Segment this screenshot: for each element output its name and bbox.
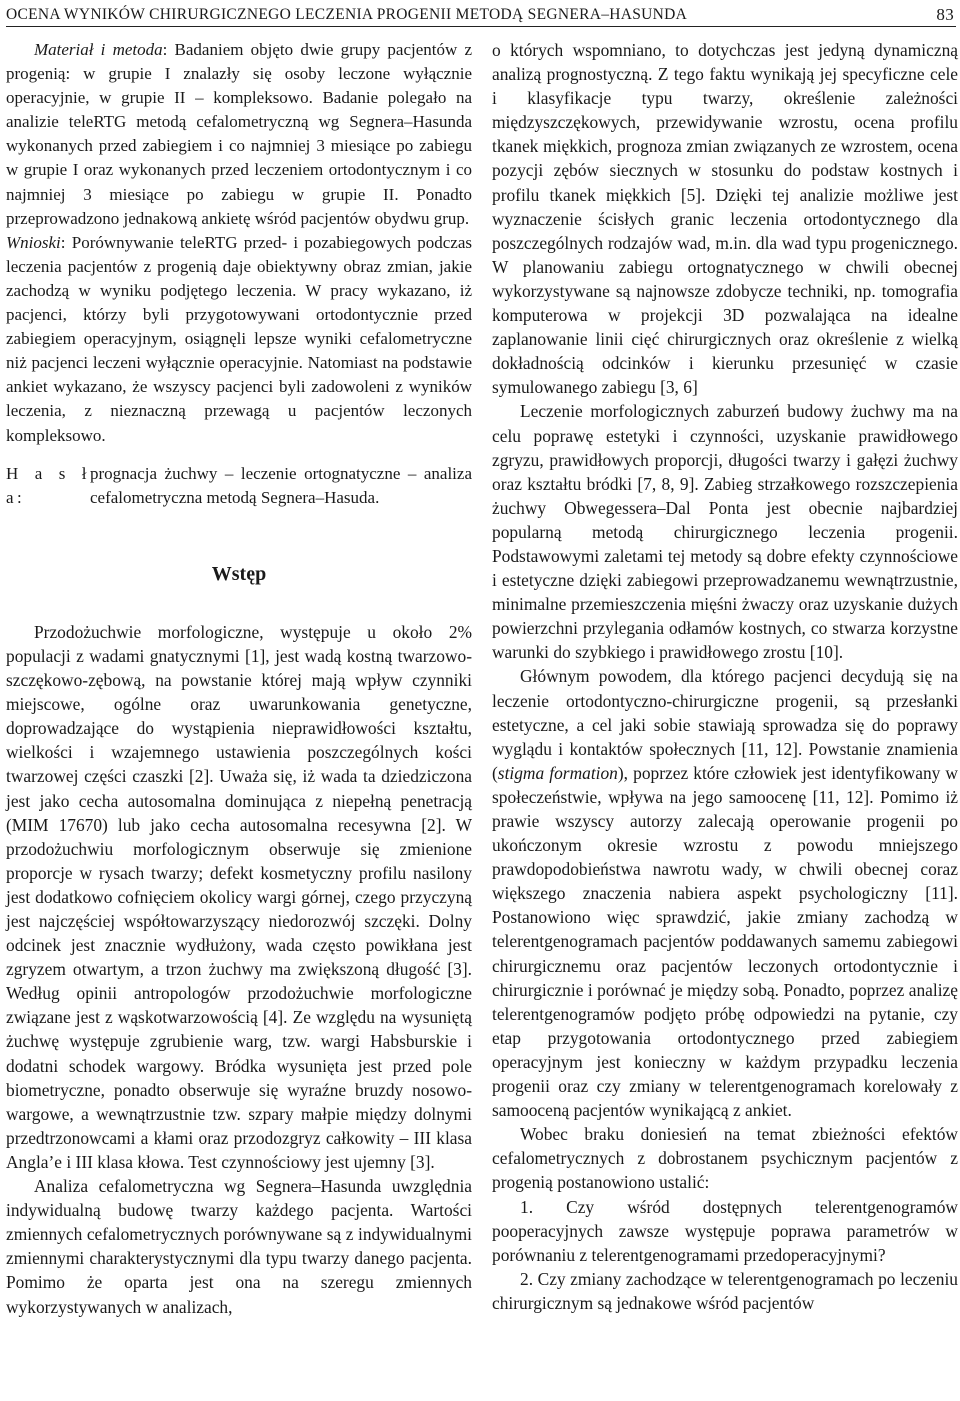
- abstract-method: [6, 38, 472, 231]
- right-column: [492, 38, 958, 1315]
- abstract-conclusions: [6, 231, 472, 448]
- keywords: [6, 462, 472, 510]
- left-column: [6, 38, 472, 1319]
- method-label: Materiał i metoda: [34, 40, 163, 59]
- running-title: OCENA WYNIKÓW CHIRURGICZNEGO LECZENIA PROGENII METODĄ SEGNERA–HASUNDA: [6, 6, 688, 23]
- body-text: Głównym powodem, dla którego pacjenci decydują się na leczenie ortodontyczno-chirurgiczne progenii, są przesłanki estetyczne, a cel jaki sobie stawiają sprowadza się do poprawy wyglądu i kontaktów społecznych [11, 12]. Powstanie znamienia (: [492, 666, 958, 783]
- abstract: [6, 38, 472, 448]
- body-paragraph: Przodożuchwie morfologiczne, występuje u około 2% populacji z wadami gnatycznymi [1], jest wadą kostną twarzowo-szczękowo-zębową, na powstanie której mają wpływ czynniki miejscowe, ogólne oraz uwarunkowania genetyczne, doprowadzające do wystąpienia nieprawidłowości kształtu, wielkości i wzajemnego ustawienia poszczególnych kości twarzowej części czaszki [2]. Uważa się, iż wada ta dziedziczona jest jako cecha autosomalna dominująca z niepełną penetracją (MIM 17670) lub jako cecha autosomalna recesywna [2]. W przodożuchwiu morfologicznym obserwuje się zmienione proporcje w rysach twarzy; defekt kosmetyczny profilu nasilony jest dodatkowo cofnięciem okolicy wargi górnej, czego przyczyną jest najczęściej współtowarzyszący niedorozwój szczęki. Dolny odcinek jest znacznie wydłużony, wada często powikłana jest zgryzem otwartym, a trzon żuchwy ma zwiększoną długość [3]. Według opinii antropologów przodożuchwie morfologiczne związane jest z wąskotwarzowością [4]. Ze względu na wysuniętą żuchwę występuje zgrubienie warg, tzw. wargi Habsburskie i dodatni schodek wargowy. Bródka wysunięta jest przed pole biometryczne, ponadto obserwuje się wyraźne bruzdy nosowo-wargowe, a wewnątrzustnie tzw. szpary małpie między dolnymi przedtrzonowcami a kłami oraz przodozgryz całkowity – III klasa Angla’e i III klasa kłowa. Test czynnościowy jest ujemny [3].: [6, 621, 472, 1172]
- conclusions-text: : Porównywanie teleRTG przed- i pozabiegowych podczas leczenia pacjentów z progenią daje obiektywny obraz zmian, jakie zachodzą w wyniku podjętego leczenia. W pracy wykazano, iż pacjenci, którzy byli przygotowywani ortodontycznie przed zabiegiem operacyjnym, osiągnęli lepsze wyniki cefalometryczne niż pacjenci leczeni wyłącznie operacyjnie. Natomiast na podstawie ankiet wykazano, że wszyscy pacjenci byli zadowoleni z wyników leczenia, z nieznaczną przewagą u pacjentów leczonych kompleksowo.: [6, 232, 472, 445]
- page-number: 83: [936, 5, 954, 24]
- list-item: 1. Czy wśród dostępnych telerentgenogramów pooperacyjnych zawsze występuje poprawa parametrów w porównaniu z telerentgenogramami przedoperacyjnymi?: [492, 1196, 958, 1265]
- method-text: : Badaniem objęto dwie grupy pacjentów z progenią: w grupie I znalazły się osoby leczone wyłącznie operacyjnie, w grupie II – kompleksowo. Badanie polegało na analizie teleRTG metodą cefalometryczną wg Segnera–Hasunda wykonanych przed zabiegiem i co najmniej 3 miesiące po zabiegu w grupie I oraz wykonanych przed leczeniem ortodontycznym i co najmniej 3 miesiące po zabiegu w grupie II. Ponadto przeprowadzono jednakową ankietę wśród pacjentów obydwu grup.: [6, 40, 473, 228]
- body-paragraph: [492, 664, 958, 1122]
- running-head: [6, 4, 956, 27]
- keywords-text: prognacja żuchwy – leczenie ortognatyczne – analiza cefalometryczna metodą Segnera–Hasuda.: [90, 463, 472, 507]
- conclusions-label: Wnioski: [6, 232, 61, 252]
- list-item: 2. Czy zmiany zachodzące w telerentgenogramach po leczeniu chirurgicznym są jednakowe wśród pacjentów: [492, 1268, 958, 1313]
- keywords-label: H a s ł a:: [6, 463, 90, 507]
- body-paragraph: Leczenie morfologicznych zaburzeń budowy żuchwy ma na celu poprawę estetyki i czynności, uzyskanie prawidłowego zgryzu, prawidłowych proporcji, długości twarzy i gałęzi żuchwy oraz kształtu bródki [7, 8, 9]. Zabieg strzałkowego rozszczepienia żuchwy Obwegessera–Dal Ponta jest obecnie najbardziej popularną metodą chirurgicznego leczenia progenii. Podstawowymi zaletami tej metody są dobre efekty czynnościowe i estetyczne dzięki zabiegowi przeprowadzanemu wewnątrzustnie, minimalne przemieszczenia mięśni żwaczy oraz uzyskanie dużych powierzchni przylegania odłamów kostnych, co stwarza korzystne warunki do szybkiego i prawidłowego zrostu [10].: [492, 401, 958, 663]
- body-paragraph: Analiza cefalometryczna wg Segnera–Hasunda uwzględnia indywidualną budowę twarzy każdego pacjenta. Wartości zmiennych cefalometrycznych porównywane są z indywidualnymi zmiennymi charakterystycznymi dla typu twarzy danego pacjenta. Pomimo że oparta jest ona na szeregu zmiennych wykorzystywanych w analizach,: [6, 1176, 472, 1317]
- italic-term: stigma formation: [497, 762, 618, 783]
- body-paragraph: Wobec braku doniesień na temat zbieżności efektów cefalometrycznych z dobrostanem psychicznym pacjentów z progenią postanowiono ustalić:: [492, 1124, 958, 1193]
- section-title: Wstęp: [211, 562, 267, 585]
- body-text: ), poprzez które człowiek jest identyfikowany w społeczeństwie, wpływa na jego samoocenę [11, 12]. Pomimo iż prawie wszyscy autorzy zalecają operowanie progenii po ukończonym okresie wzrostu z powodu mniejszego prawdopodobieństwa nawrotu wady, w chwili obecnej coraz większego znaczenia nabiera aspekt psychologiczny [11]. Postanowiono więc sprawdzić, jakie zmiany zachodzą w telerentgenogramach pacjentów poddawanych samemu zabiegowi chirurgicznemu oraz pacjentów leczonych ortodontycznie i chirurgicznie i porównać je między sobą. Ponadto, poprzez analizę telerentgenogramów podjęto próbę odpowiedzi na pytanie, czy etap przygotowania ortodontycznego przed zabiegiem operacyjnym jest konieczny w każdym przypadku leczenia progenii oraz czy zmiany w telerentgenogramach korelowały z samooceną pacjentów wynikającą z ankiet.: [492, 762, 958, 1121]
- body-paragraph: o których wspomniano, to dotychczas jest jedyną dynamiczną analizą prognostyczną. Z tego faktu wynikają jej specyficzne cele i klasyfikacje typu twarzy, określenie zależności międzyszczękowych, przewidywanie wzrostu, ocena profilu tkanek miękkich, prognoza zmian związanych ze wzrostem, ocena pozycji zębów siecznych w stosunku do podstaw kostnych i profilu tkanek miękkich [5]. Dzięki tej analizie możliwe jest wyznaczenie ścisłych granic leczenia ortodontycznego dla poszczególnych rodzajów wad, m.in. dla wad typu progenicznego. W planowaniu zabiegu ortognatycznego w chwili obecnej wykorzystywane są najnowsze zdobycze techniki, np. tomografia komputerowa w projekcji 3D pozwalająca na idealne zaplanowanie linii cięć chirurgicznych oraz określenie z wielką dokładnością odcinków i kierunku przesunięć w czasie symulowanego zabiegu [3, 6]: [492, 40, 958, 398]
